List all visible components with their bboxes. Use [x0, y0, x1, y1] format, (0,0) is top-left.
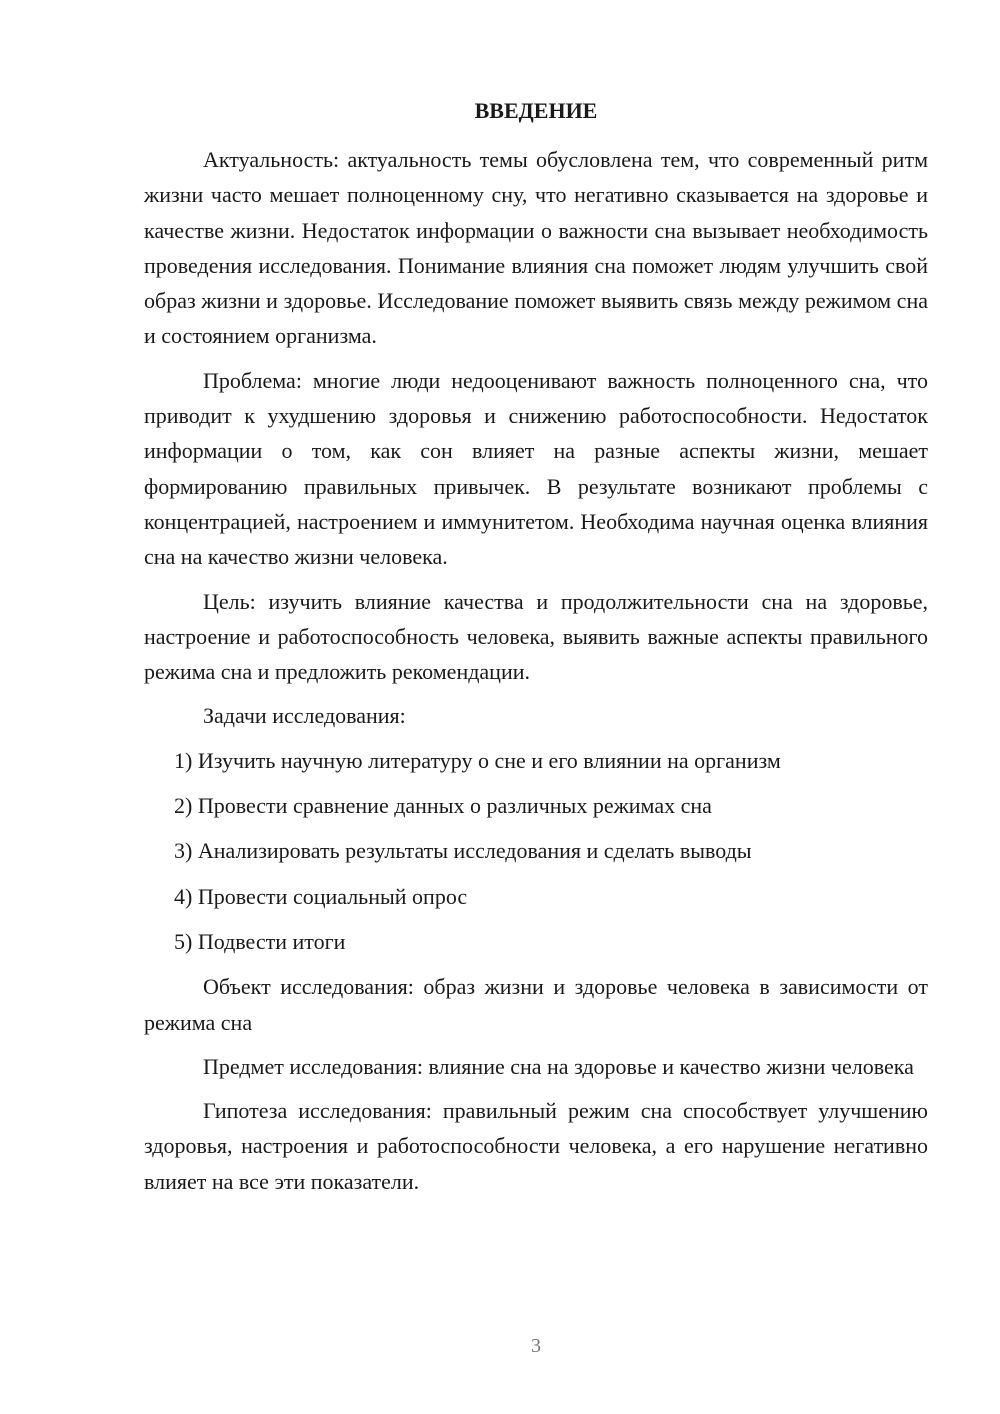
page-title: ВВЕДЕНИЕ: [474, 98, 598, 123]
subject-paragraph: Предмет исследования: влияние сна на здоровье и качество жизни человека: [203, 1053, 914, 1079]
tasks-list: [144, 743, 928, 959]
goal-paragraph: Цель: изучить влияние качества и продолжительности сна на здоровье, настроение и работоспособность человека, выявить важные аспекты правильного режима сна и предложить рекомендации.: [144, 588, 928, 685]
page-number: 3: [531, 1335, 541, 1357]
task-item-1: 1) Изучить научную литературу о сне и его влиянии на организм: [174, 747, 781, 773]
task-item-5: 5) Подвести итоги: [174, 928, 346, 954]
task-item-2: 2) Провести сравнение данных о различных режимах сна: [174, 793, 712, 819]
task-item-4: 4) Провести социальный опрос: [174, 883, 468, 909]
document-body: [144, 142, 928, 1208]
tasks-heading: Задачи исследования:: [203, 703, 406, 729]
hypothesis-paragraph: Гипотеза исследования: правильный режим сна способствует улучшению здоровья, настроения и работоспособности человека, а его нарушение негативно влияет на все эти показатели.: [144, 1098, 928, 1194]
problem-paragraph: Проблема: многие люди недооценивают важность полноценного сна, что приводит к ухудшению здоровья и снижению работоспособности. Недостаток информации о том, как сон влияет на разные аспекты жизни, мешает формированию правильных привычек. В результате возникают проблемы с концентрацией, настроением и иммунитетом. Необходима научная оценка влияния сна на качество жизни человека.: [144, 367, 928, 570]
object-paragraph: Объект исследования: образ жизни и здоровье человека в зависимости от режима сна: [144, 974, 928, 1035]
relevance-paragraph: Актуальность: актуальность темы обусловлена тем, что современный ритм жизни часто мешает полноценному сну, что негативно сказывается на здоровье и качестве жизни. Недостаток информации о важности сна вызывает необходимость проведения исследования. Понимание влияния сна поможет людям улучшить свой образ жизни и здоровье. Исследование поможет выявить связь между режимом сна и состоянием организма.: [144, 147, 928, 349]
task-item-3: 3) Анализировать результаты исследования и сделать выводы: [174, 838, 752, 864]
